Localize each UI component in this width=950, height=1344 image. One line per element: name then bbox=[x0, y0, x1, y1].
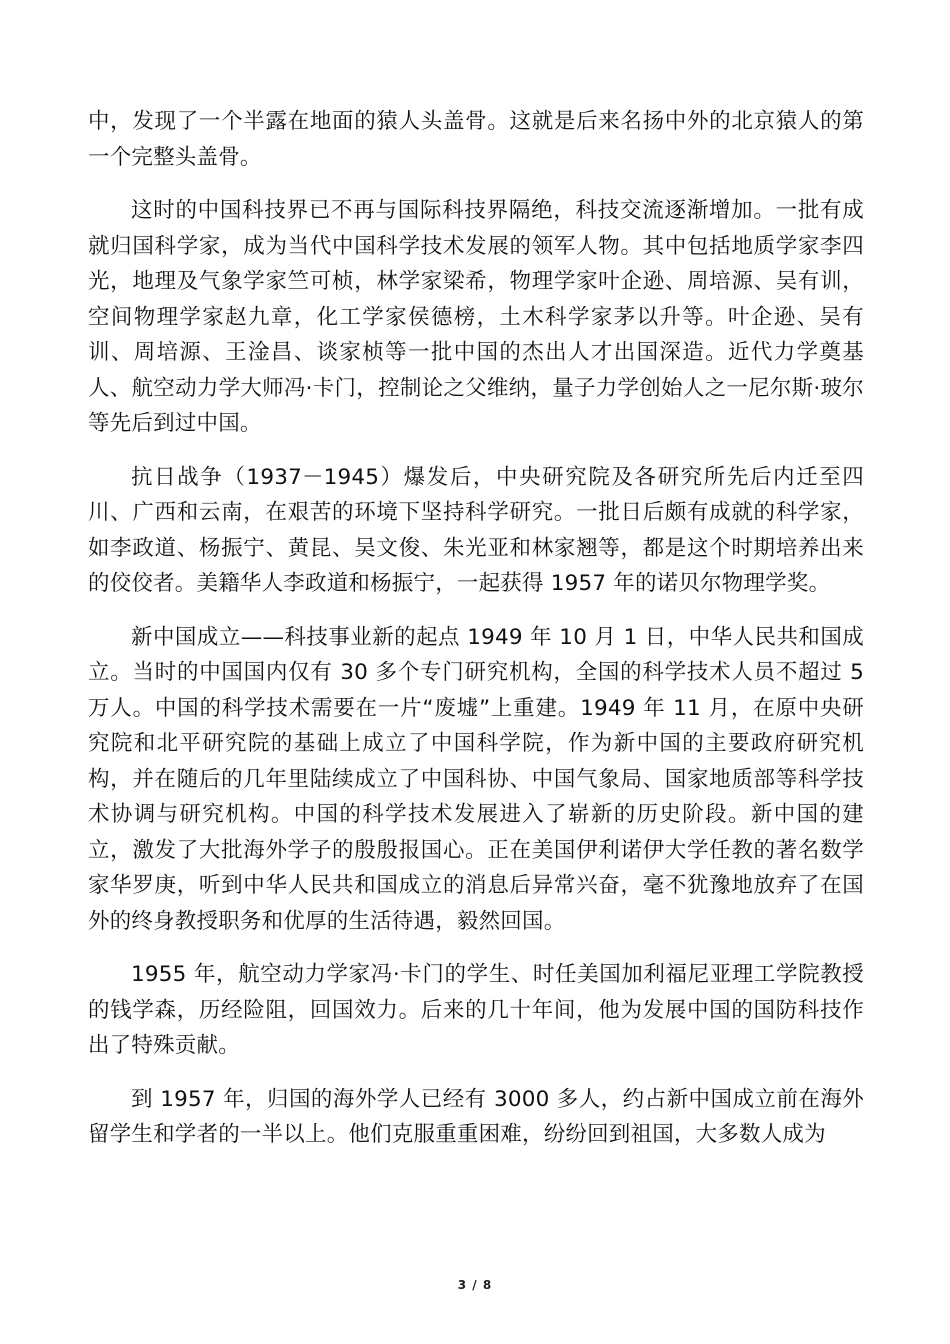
paragraph-6: 到 1957 年，归国的海外学人已经有 3000 多人，约占新中国成立前在海外留学生和学者的一半以上。他们克服重重困难，纷纷回到祖国，大多数人成为 bbox=[88, 1086, 864, 1147]
paragraph-1: 中，发现了一个半露在地面的猿人头盖骨。这就是后来名扬中外的北京猿人的第一个完整头盖骨。 bbox=[88, 109, 864, 170]
paragraph-4: 新中国成立——科技事业新的起点 1949 年 10 月 1 日，中华人民共和国成立。当时的中国国内仅有 30 多个专门研究机构，全国的科学技术人员不超过 5 万人。中国的科学技术需要在一片“废墟”上重建。1949 年 11 月，在原中央研究院和北平研究院的基础上成立了中国科学院，作为新中国的主要政府研究机构，并在随后的几年里陆续成立了中国科协、中国气象局、国家地质部等科学技术协调与研究机构。中国的科学技术发展进入了崭新的历史阶段。新中国的建立，激发了大批海外学子的殷殷报国心。正在美国伊利诺伊大学任教的著名数学家华罗庚，听到中华人民共和国成立的消息后异常兴奋，毫不犹豫地放弃了在国外的终身教授职务和优厚的生活待遇，毅然回国。 bbox=[88, 624, 864, 934]
paragraph-2: 这时的中国科技界已不再与国际科技界隔绝，科技交流逐渐增加。一批有成就归国科学家，成为当代中国科学技术发展的领军人物。其中包括地质学家李四光，地理及气象学家竺可桢，林学家梁希，物理学家叶企逊、周培源、吴有训，空间物理学家赵九章，化工学家侯德榜，土木科学家茅以升等。叶企逊、吴有训、周培源、王淦昌、谈家桢等一批中国的杰出人才出国深造。近代力学奠基人、航空动力学大师冯·卡门，控制论之父维纳，量子力学创始人之一尼尔斯·玻尔等先后到过中国。 bbox=[88, 198, 864, 436]
document-body bbox=[88, 104, 864, 1171]
page-number: 3 / 8 bbox=[457, 1278, 493, 1292]
paragraph-5: 1955 年，航空动力学家冯·卡门的学生、时任美国加利福尼亚理工学院教授的钱学森，历经险阻，回国效力。后来的几十年间，他为发展中国的国防科技作出了特殊贡献。 bbox=[88, 962, 864, 1058]
paragraph-3: 抗日战争（1937－1945）爆发后，中央研究院及各研究所先后内迁至四川、广西和云南，在艰苦的环境下坚持科学研究。一批日后颇有成就的科学家，如李政道、杨振宁、黄昆、吴文俊、朱光亚和林家翘等，都是这个时期培养出来的佼佼者。美籍华人李政道和杨振宁，一起获得 1957 年的诺贝尔物理学奖。 bbox=[88, 464, 864, 596]
